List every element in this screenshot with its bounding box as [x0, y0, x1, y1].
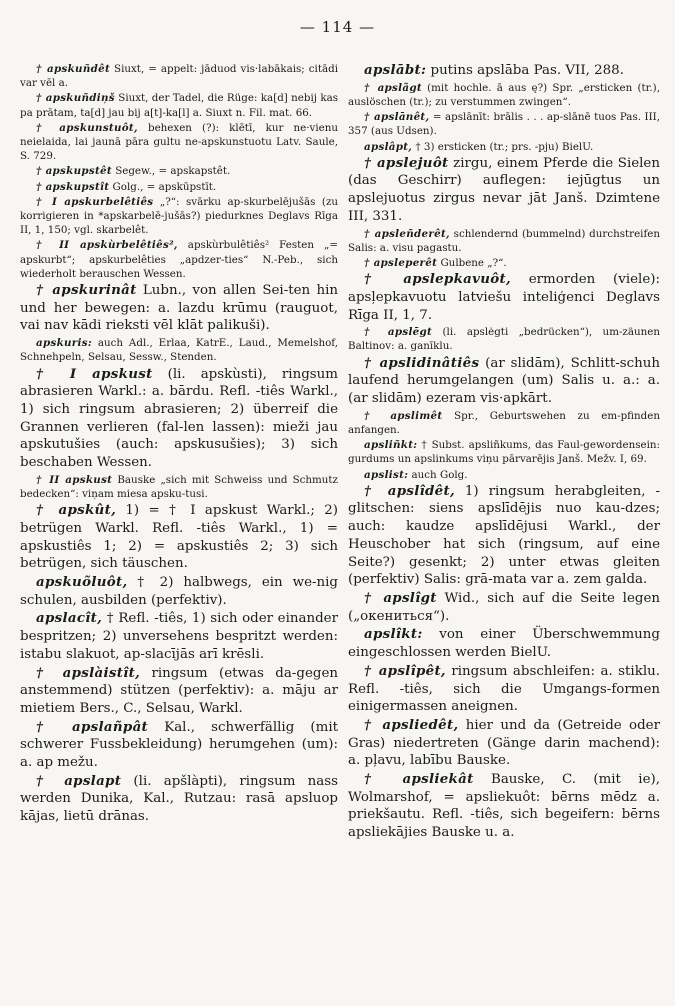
dictionary-entry — [348, 110, 660, 138]
dictionary-entry — [20, 719, 338, 772]
right-column — [348, 62, 660, 843]
dictionary-entry — [20, 121, 338, 164]
dictionary-entry — [348, 409, 660, 437]
headword: apslābt: — [364, 62, 427, 78]
entry-text: von einer Überschwemmung eingeschlossen werden BielU. — [348, 627, 660, 661]
dictionary-entry — [20, 282, 338, 335]
headword: † I apskust — [36, 365, 153, 382]
headword: apsliñkt: — [364, 439, 418, 452]
entry-text: 1) = † I apskust Warkl.; 2) betrügen Warkl. Refl. -tiês Warkl., 1) = apskustiês 1; 2) = apskustiês 2; 3) sich betrügen, sich täuschen. — [20, 503, 338, 572]
dictionary-entry — [348, 663, 660, 716]
entry-text: Bauske „sich mit Schweiss und Schmutz bedecken“: viņam miesa apsku-tusi. — [20, 473, 338, 500]
headword: apskuris: — [36, 337, 92, 350]
headword: † II apskust — [36, 473, 113, 486]
dictionary-entry — [20, 610, 338, 663]
entry-text: † 2) halbwegs, ein we-nig schulen, ausbilden (perfektiv). — [20, 575, 338, 608]
dictionary-entry — [348, 227, 660, 255]
dictionary-entry — [20, 180, 338, 194]
dictionary-entry — [348, 355, 660, 408]
entry-text: Golg., = apskūpstīt. — [109, 180, 217, 193]
headword: † apslānêt, — [364, 111, 430, 124]
dictionary-entry — [348, 155, 660, 226]
dictionary-entry — [20, 62, 338, 90]
entry-text: „?“: svārku ap-skurbelējušās (zu korrigieren in *apskarbelē-jušās?) piedurknes Deglavs Rīga II, 1, 150; vgl. skarbelêt. — [20, 195, 338, 237]
dictionary-entry — [348, 256, 660, 270]
dictionary-entry — [20, 91, 338, 119]
headword: † apskupstît — [36, 180, 110, 193]
entry-text: Lubn., von allen Sei-ten hin und her bewegen: a. lazdu krūmu (rauguot, vai nav kādi rieksti vēl klāt palikuši). — [20, 283, 338, 334]
entry-text: Spr., Geburtswehen zu em-pfinden anfangen. — [348, 409, 660, 436]
dictionary-entry — [348, 590, 660, 625]
headword: † apslañpât — [36, 718, 149, 735]
dictionary-entry — [20, 502, 338, 573]
entry-text: Gulbene „?“. — [437, 256, 507, 269]
dictionary-entry — [20, 164, 338, 178]
entry-text: hier und da (Getreide oder Gras) niedertreten (Gänge darin machend): a. pļavu, labību Bauske. — [348, 717, 660, 769]
headword: apskuõluôt, — [36, 574, 128, 590]
entry-text: schlendernd (bummelnd) durchstreifen Salis: a. visu pagastu. — [348, 227, 660, 254]
entry-text: ringsum (etwas da-gegen anstemmend) stützen (perfektiv): a. māju ar mietiem Bers., C., Selsau, Warkl. — [20, 665, 339, 716]
dictionary-entry — [348, 81, 660, 109]
entry-text: apskùrbulêtiês² Festen „= apskurbt“; apskurbelêties „apdzer-ties“ N.-Peb., sich wiederholt berauschen Wessen. — [20, 239, 338, 280]
dictionary-entry — [348, 468, 660, 482]
entry-text: auch Golg. — [408, 468, 468, 481]
dictionary-entry — [20, 336, 338, 364]
dictionary-entry — [20, 195, 338, 238]
entry-text: † Subst. apsliñkums, das Faul-gewordensein: gurdums un apslinkums viņu pārvarējis Janš. Mežv. I, 69. — [348, 439, 660, 466]
headword: † apskût, — [36, 502, 117, 519]
headword: † apslimêt — [364, 409, 443, 422]
headword: apslâpt, — [364, 140, 413, 153]
entry-text: Kal., schwerfällig (mit schwerer Fussbekleidung) herumgehen (um): a. ap mežu. — [20, 719, 338, 771]
entry-text: 1) ringsum herabgleiten, -glitschen: siens apslīdējis nuo kau-dzes; auch: kaudze apslīdējusi Warkl., der Heuschober hat sich (ringsum, auf eine Seite?) gesenkt; 2) unter etwas gleiten (perfektiv) Salis: grā-mata var a. zem galda. — [348, 483, 660, 588]
entry-text: ermorden (viele): apsl̦epkavuotu latviešu inteliģenci Deglavs Rīga II, 1, 7. — [348, 272, 660, 323]
dictionary-entry — [348, 325, 660, 353]
dictionary-entry — [348, 438, 660, 466]
headword: apslist: — [364, 468, 409, 481]
entry-text: (li. apslėgti „bedrücken“), um-zäunen Baltinov: a. ganīklu. — [348, 326, 660, 353]
entry-text: = apslānīt: brālis . . . ap-slānē tuos Pas. III, 357 (aus Udsen). — [348, 111, 660, 138]
dictionary-entry — [348, 483, 660, 589]
headword: † apslejuôt — [364, 154, 449, 171]
entry-text: † Refl. -tiês, 1) sich oder einander bespritzen; 2) unversehens bespritzt werden: istabu slakuot, ap-slacījās arī krēsli. — [20, 611, 338, 662]
headword: † apslēgt — [364, 326, 433, 339]
headword: † apskunstuôt, — [36, 121, 138, 134]
headword: apslacît, — [36, 610, 103, 627]
headword: † apslîgt — [364, 590, 437, 606]
dictionary-entry — [20, 473, 338, 501]
headword: † apskuñdiņš — [36, 92, 115, 105]
dictionary-entry — [348, 62, 660, 80]
entry-text: Bauske, C. (mit ie), Wolmarshof, = apsliekuôt: bērns mēdz a. priekšautu. Refl. -tiês, sich begeifern: bērns apsliekājies Bauske u. a. — [348, 772, 660, 841]
entry-text: Siuxt, der Tadel, die Rüge: ka[d] nebij kas pa prātam, ta[d] jau bij a[t]-ka[l] a. Siuxt n. Fil. mat. 66. — [20, 92, 338, 119]
entry-text: (li. apšlàpti), ringsum nass werden Dunika, Kal., Rutzau: rasā apsluop kājas, lietū drānas. — [20, 773, 338, 825]
entry-text: † 3) ersticken (tr.; prs. -pju) BielU. — [412, 140, 594, 153]
entry-text: (ar slidām), Schlitt-schuh laufend herumgelangen (um) Salis u. a.: a. (ar slidām) ezeram vis·apkārt. — [348, 355, 661, 407]
headword: † apslîdêt, — [364, 482, 455, 499]
dictionary-entry — [348, 140, 660, 154]
entry-text: auch Adl., Erlaa, KatrE., Laud., Memelshof, Schnehpeln, Selsau, Sessw., Stenden. — [20, 337, 338, 364]
dictionary-entry — [348, 271, 660, 324]
entry-text: Segew., = apskapstêt. — [111, 165, 231, 178]
headword: † apskuñdêt — [36, 63, 111, 75]
dictionary-entry — [20, 366, 338, 472]
headword: † apsliekât — [364, 771, 474, 788]
headword: † II apskùrbelêtiês², — [36, 239, 178, 252]
entry-text: putins apslāba Pas. VII, 288. — [426, 63, 624, 78]
dictionary-entry — [20, 773, 338, 826]
entry-text: behexen (?): klētī, kur ne·vienu neielaida, lai jaunā pāra gultu ne-apskunstuotu Latv. Saule, S. 729. — [20, 121, 338, 163]
entry-text: ringsum abschleifen: a. stiklu. Refl. -tiês, sich die Umgangs-formen einigermassen aneignen. — [348, 663, 660, 715]
dictionary-entry — [348, 626, 660, 661]
headword: † apskupstêt — [36, 165, 112, 178]
dictionary-entry — [20, 665, 338, 718]
headword: † apsliedêt, — [364, 716, 459, 733]
dictionary-entry — [348, 717, 660, 770]
headword: † I apskurbelêtiês — [36, 195, 154, 208]
page-number: — 114 — — [299, 18, 376, 36]
headword: † apsleñderêt, — [364, 227, 450, 240]
headword: † apslîpêt, — [364, 662, 446, 679]
entry-text: (li. apskùsti), ringsum abrasieren Warkl.: a. bārdu. Refl. -tiês Warkl., 1) sich ringsum abrasieren; 2) überreif die Grannen verlieren (fal-len lassen): mieži jau apskutušies (auch: apskusušies); 3) sich beschaben Wessen. — [20, 366, 338, 471]
headword: † apslãgt — [364, 81, 422, 94]
headword: † apslidinâtiês — [364, 354, 480, 371]
headword: † apskurinât — [36, 282, 137, 299]
dictionary-entry — [20, 238, 338, 281]
entry-text: (mit hochle. ā aus ę?) Spr. „ersticken (tr.), auslöschen (tr.); zu verstummen zwingen“. — [348, 81, 660, 108]
headword: † apslapt — [36, 772, 122, 789]
headword: † apslepkavuôt, — [364, 271, 511, 288]
headword: apslîkt: — [364, 626, 423, 643]
entry-text: zirgu, einem Pferde die Sielen (das Geschirr) auflegen: iejūgtus un apslejuotus zirgus nevar jāt Janš. Dzimtene III, 331. — [348, 155, 660, 224]
headword: † apslàistît, — [36, 664, 141, 681]
entry-text: Siuxt, = appelt: jāduod vis·labākais; citādi var vēl a. — [20, 63, 338, 90]
headword: † apsleperêt — [364, 256, 438, 269]
dictionary-entry — [348, 771, 660, 842]
left-column — [20, 62, 338, 827]
dictionary-entry — [20, 574, 338, 609]
entry-text: Wid., sich auf die Seite legen („окениться“). — [348, 591, 660, 624]
